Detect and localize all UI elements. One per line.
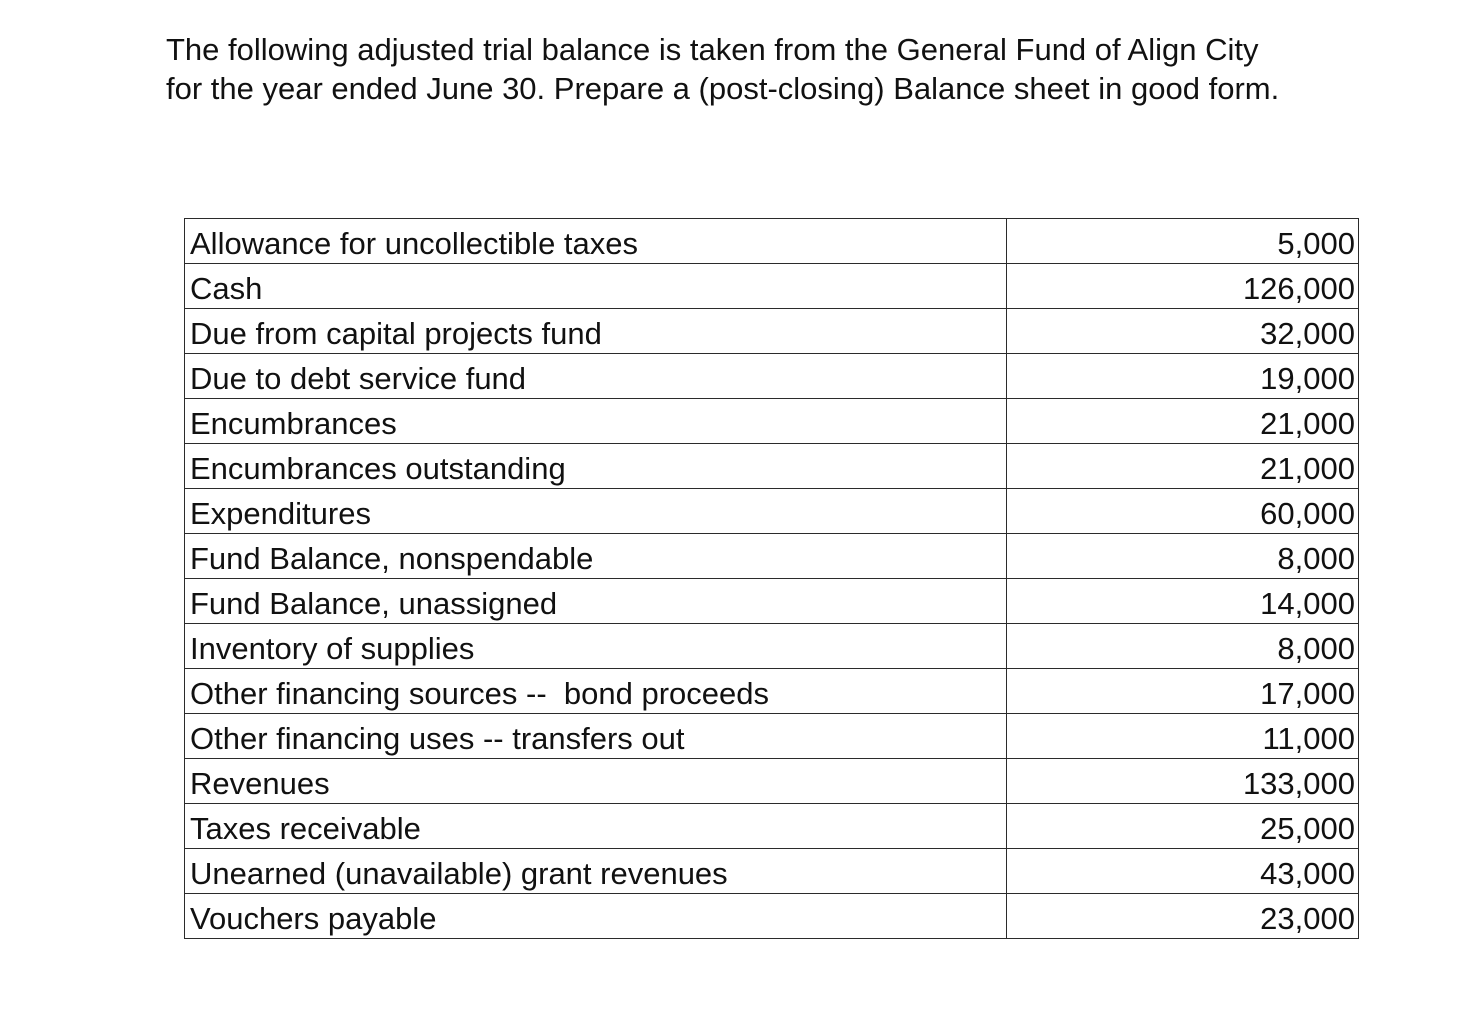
- account-name: Encumbrances: [185, 399, 1007, 444]
- account-amount: 11,000: [1006, 714, 1358, 759]
- account-amount: 21,000: [1006, 444, 1358, 489]
- account-amount: 14,000: [1006, 579, 1358, 624]
- problem-statement: [166, 30, 1366, 108]
- table-row: [185, 579, 1359, 624]
- account-name: Cash: [185, 264, 1007, 309]
- account-amount: 25,000: [1006, 804, 1358, 849]
- account-amount: 8,000: [1006, 534, 1358, 579]
- table-row: [185, 894, 1359, 939]
- account-amount: 60,000: [1006, 489, 1358, 534]
- account-name: Allowance for uncollectible taxes: [185, 219, 1007, 264]
- account-name: Other financing uses -- transfers out: [185, 714, 1007, 759]
- account-amount: 23,000: [1006, 894, 1358, 939]
- account-name: Vouchers payable: [185, 894, 1007, 939]
- table-row: [185, 264, 1359, 309]
- problem-statement-line-1: The following adjusted trial balance is taken from the General Fund of Align City: [166, 32, 1259, 67]
- trial-balance-table: [184, 218, 1359, 939]
- account-name: Encumbrances outstanding: [185, 444, 1007, 489]
- table-row: [185, 804, 1359, 849]
- account-name: Fund Balance, nonspendable: [185, 534, 1007, 579]
- table-row: [185, 849, 1359, 894]
- table-row: [185, 534, 1359, 579]
- account-amount: 43,000: [1006, 849, 1358, 894]
- table-row: [185, 444, 1359, 489]
- table-row: [185, 354, 1359, 399]
- account-amount: 32,000: [1006, 309, 1358, 354]
- account-name: Unearned (unavailable) grant revenues: [185, 849, 1007, 894]
- account-name: Due to debt service fund: [185, 354, 1007, 399]
- account-amount: 17,000: [1006, 669, 1358, 714]
- trial-balance-body: [185, 219, 1359, 939]
- account-amount: 19,000: [1006, 354, 1358, 399]
- account-name: Taxes receivable: [185, 804, 1007, 849]
- table-row: [185, 714, 1359, 759]
- account-amount: 8,000: [1006, 624, 1358, 669]
- account-name: Expenditures: [185, 489, 1007, 534]
- account-amount: 133,000: [1006, 759, 1358, 804]
- account-name: Due from capital projects fund: [185, 309, 1007, 354]
- account-name: Other financing sources -- bond proceeds: [185, 669, 1007, 714]
- account-amount: 21,000: [1006, 399, 1358, 444]
- account-amount: 126,000: [1006, 264, 1358, 309]
- table-row: [185, 309, 1359, 354]
- problem-statement-line-2: for the year ended June 30. Prepare a (post-closing) Balance sheet in good form.: [166, 71, 1280, 106]
- table-row: [185, 489, 1359, 534]
- table-row: [185, 624, 1359, 669]
- table-row: [185, 669, 1359, 714]
- account-name: Fund Balance, unassigned: [185, 579, 1007, 624]
- account-name: Inventory of supplies: [185, 624, 1007, 669]
- table-row: [185, 399, 1359, 444]
- account-name: Revenues: [185, 759, 1007, 804]
- table-row: [185, 759, 1359, 804]
- table-row: [185, 219, 1359, 264]
- account-amount: 5,000: [1006, 219, 1358, 264]
